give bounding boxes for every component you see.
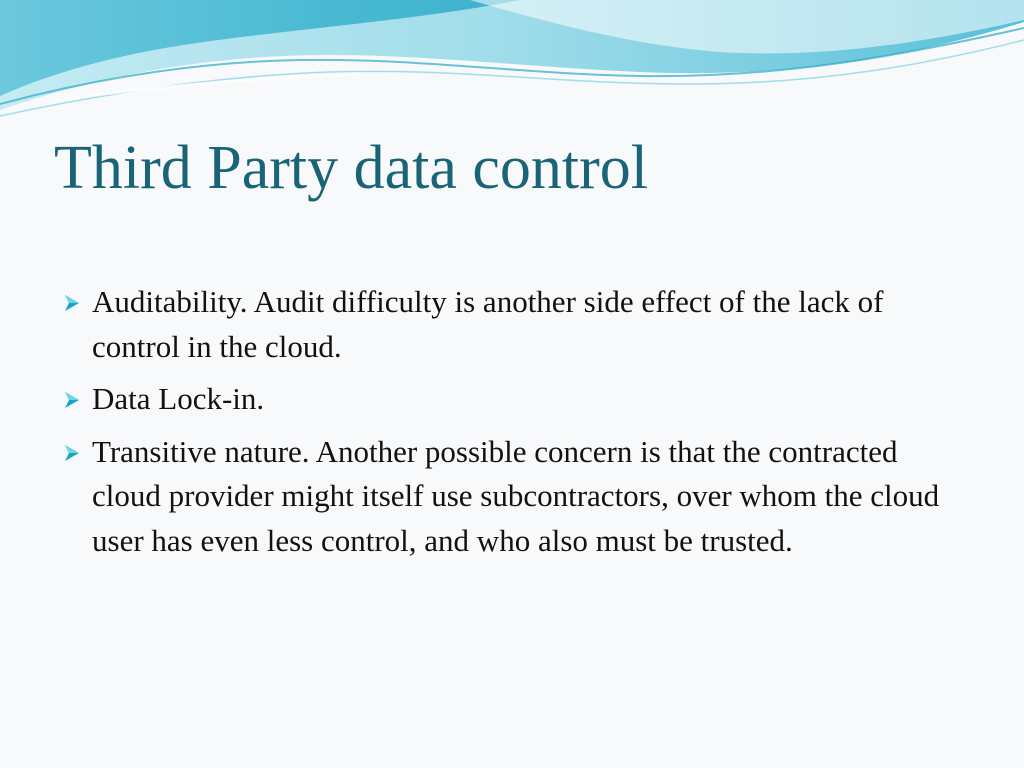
bullet-text: Auditability. Audit difficulty is another side effect of the lack of control in the cloud.: [92, 284, 884, 364]
bullet-item-auditability: [62, 280, 952, 369]
arrow-bullet-icon: [62, 390, 84, 410]
bullet-text: Transitive nature. Another possible concern is that the contracted cloud provider might itself use subcontractors, over whom the cloud user has even less control, and who also must be trusted.: [92, 433, 940, 558]
bullet-text: Data Lock-in.: [92, 381, 265, 416]
bullet-item-data-lock-in: [62, 377, 952, 422]
bullet-list: [62, 280, 952, 571]
header-wave-decoration: [0, 0, 1024, 130]
bullet-item-transitive-nature: [62, 430, 952, 564]
slide-title: Third Party data control: [54, 134, 648, 202]
arrow-bullet-icon: [62, 293, 84, 313]
arrow-bullet-icon: [62, 443, 84, 463]
